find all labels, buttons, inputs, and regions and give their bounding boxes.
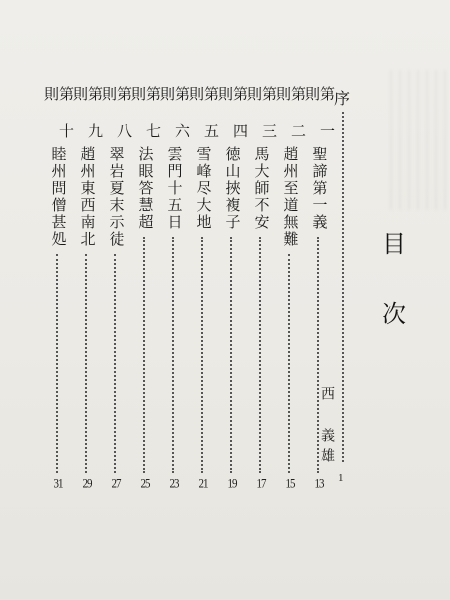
dot-leader	[259, 237, 263, 473]
toc-title-char-1: 目	[382, 230, 406, 258]
chapter-number: 第 六 則	[158, 86, 191, 140]
toc-entry-chapter-2[interactable]	[274, 86, 307, 491]
preface-dot-leader	[342, 112, 346, 462]
preface-page-number: 1	[338, 472, 344, 484]
chapter-title: 聖諦第一義	[310, 146, 329, 231]
toc-entry-chapter-1[interactable]	[303, 86, 336, 491]
dot-leader	[172, 237, 176, 473]
preface-label: 序	[334, 89, 351, 108]
preface-author: 西 義雄	[319, 386, 335, 468]
dot-leader	[317, 237, 321, 473]
chapter-number: 第 九 則	[71, 86, 104, 140]
chapter-title: 馬大師不安	[252, 146, 271, 231]
chapter-title: 法眼答慧超	[136, 146, 155, 231]
chapter-title: 趙州至道無難	[281, 146, 300, 248]
chapter-number: 第 七 則	[129, 86, 162, 140]
chapter-title: 雲門十五日	[165, 146, 184, 231]
toc-entry-chapter-3[interactable]	[245, 86, 278, 491]
page-number: 21	[198, 477, 208, 491]
chapter-title: 翠岩夏末示徒	[107, 146, 126, 248]
chapter-title: 睦州問僧甚処	[49, 146, 68, 248]
dot-leader	[114, 254, 118, 473]
page-number: 27	[111, 477, 121, 491]
chapter-title: 雪峰尽大地	[194, 146, 213, 231]
page-number: 15	[285, 477, 295, 491]
chapter-number: 第 四 則	[216, 86, 249, 140]
toc-entry-chapter-6[interactable]	[158, 86, 191, 491]
page-number: 23	[169, 477, 179, 491]
chapter-number: 第 十 則	[42, 86, 75, 140]
dot-leader	[56, 254, 60, 473]
toc-entry-chapter-8[interactable]	[100, 86, 133, 491]
dot-leader	[230, 237, 234, 473]
toc-title-char-2: 次	[382, 300, 406, 328]
toc-entry-chapter-7[interactable]	[129, 86, 162, 491]
page-number: 25	[140, 477, 150, 491]
chapter-number: 第 八 則	[100, 86, 133, 140]
paper-show-through	[390, 70, 450, 210]
toc-entry-chapter-4[interactable]	[216, 86, 249, 491]
page-number: 29	[82, 477, 92, 491]
chapter-number: 第 一 則	[303, 86, 336, 140]
dot-leader	[143, 237, 147, 473]
dot-leader	[201, 237, 205, 473]
page-number: 19	[227, 477, 237, 491]
dot-leader	[288, 254, 292, 473]
chapter-number: 第 五 則	[187, 86, 220, 140]
page-number: 17	[256, 477, 266, 491]
toc-entry-chapter-9[interactable]	[71, 86, 104, 491]
chapter-number: 第 三 則	[245, 86, 278, 140]
chapter-number: 第 二 則	[274, 86, 307, 140]
page-number: 31	[53, 477, 63, 491]
chapter-title: 趙州東西南北	[78, 146, 97, 248]
chapter-title: 徳山挾複子	[223, 146, 242, 231]
toc-entry-chapter-10[interactable]	[42, 86, 75, 491]
toc-entry-chapter-5[interactable]	[187, 86, 220, 491]
page-number: 13	[314, 477, 324, 491]
dot-leader	[85, 254, 89, 473]
